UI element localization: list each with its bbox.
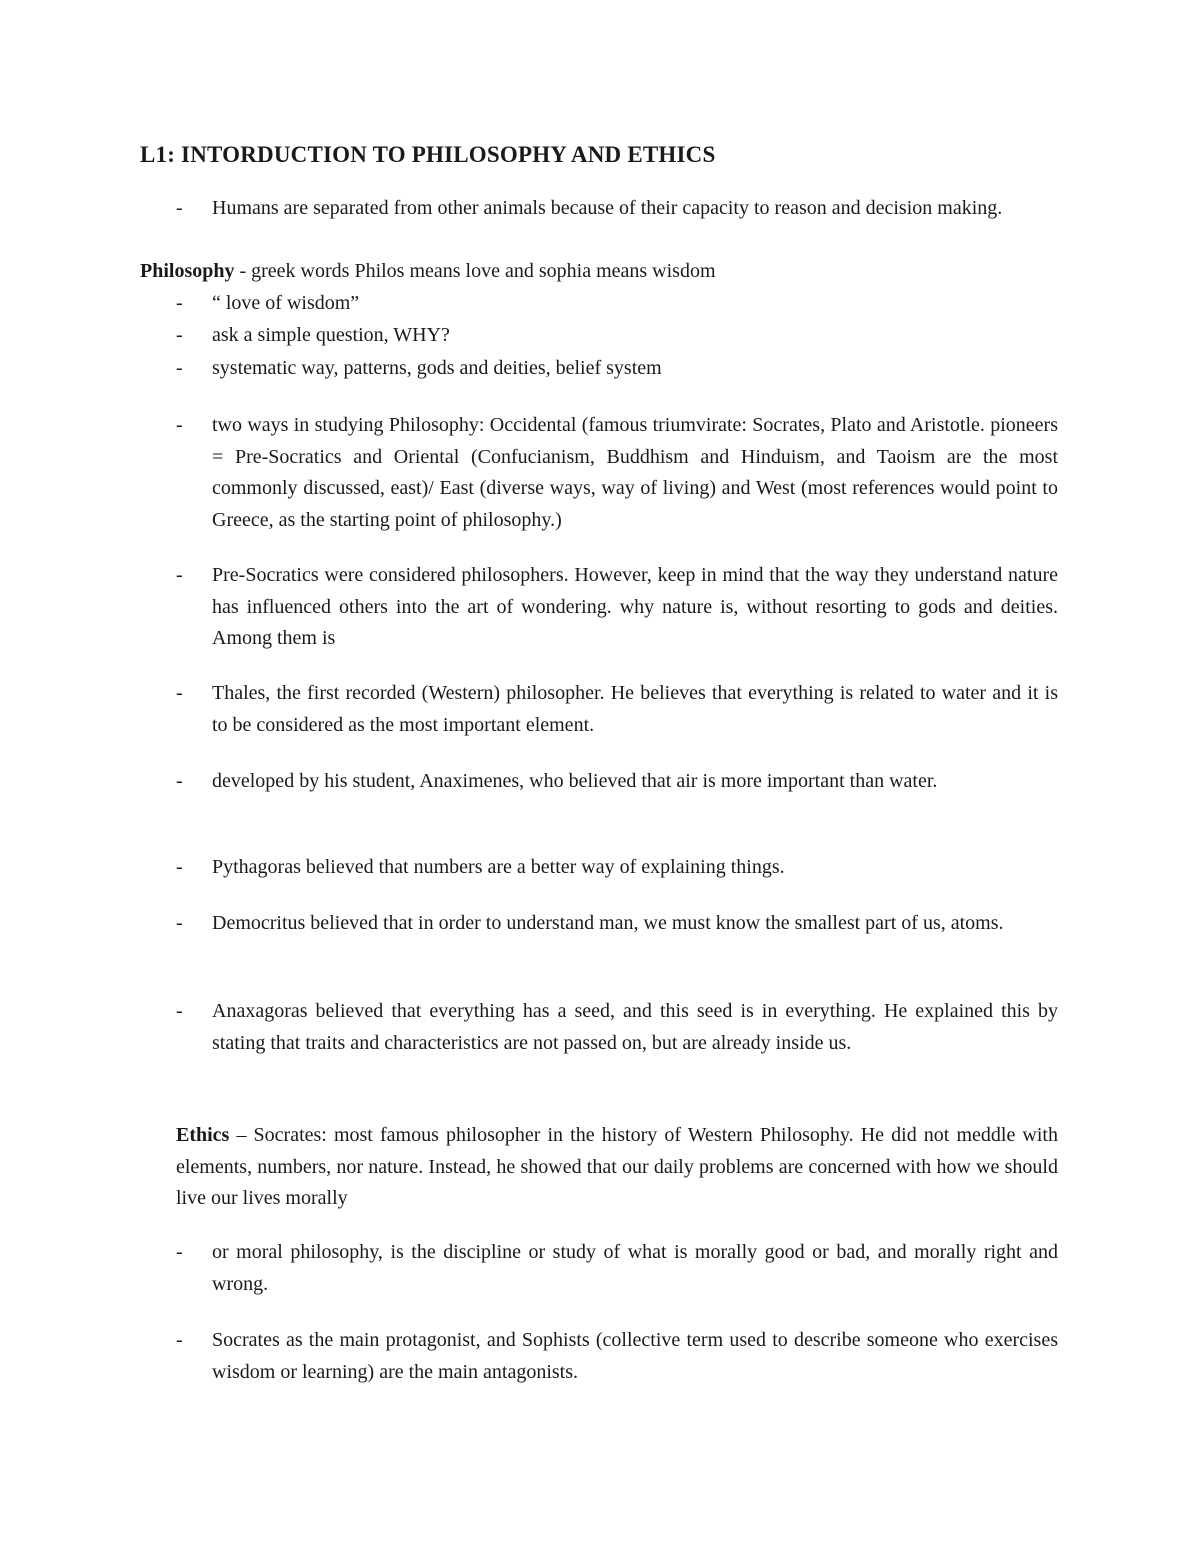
list-item (176, 320, 1058, 352)
list-item-text: Pythagoras believed that numbers are a better way of explaining things. (212, 856, 785, 878)
list-item-text: or moral philosophy, is the discipline or study of what is morally good or bad, and morally right and wrong. (212, 1241, 1058, 1295)
bullet-dash: - (176, 197, 183, 219)
bullet-dash: - (176, 1329, 183, 1351)
list-item-text: Anaxagoras believed that everything has a seed, and this seed is in everything. He explained this by stating that traits and characteristics are not passed on, but are already inside us. (212, 1000, 1058, 1054)
list-item (176, 353, 1058, 385)
list-item-text: Humans are separated from other animals because of their capacity to reason and decision making. (212, 197, 1003, 219)
list-item (176, 852, 1058, 884)
list-item-text: developed by his student, Anaximenes, who believed that air is more important than water. (212, 770, 938, 792)
bullet-dash: - (176, 414, 183, 436)
list-item (176, 193, 1058, 225)
list-item-text: Socrates as the main protagonist, and Sophists (collective term used to describe someone who exercises wisdom or learning) are the main antagonists. (212, 1329, 1058, 1383)
bullet-dash: - (176, 912, 183, 934)
bullet-dash: - (176, 770, 183, 792)
bullet-dash: - (176, 357, 183, 379)
philosophy-definition (140, 256, 1060, 288)
list-item (176, 1237, 1058, 1300)
philosophy-term: Philosophy (140, 260, 235, 282)
list-item-text: Pre-Socratics were considered philosophers. However, keep in mind that the way they understand nature has influenced others into the art of wondering. why nature is, without resorting to gods and deities. Among them is (212, 564, 1058, 649)
list-item-text: “ love of wisdom” (212, 292, 360, 314)
bullet-dash: - (176, 682, 183, 704)
philosophy-definition-text: - greek words Philos means love and sophia means wisdom (234, 260, 716, 282)
bullet-dash: - (176, 856, 183, 878)
list-item (176, 288, 1058, 320)
ethics-definition (176, 1120, 1058, 1215)
list-item (176, 560, 1058, 655)
list-item (176, 410, 1058, 536)
list-item (176, 996, 1058, 1059)
list-item (176, 1325, 1058, 1388)
list-item (176, 678, 1058, 741)
list-item-text: systematic way, patterns, gods and deities, belief system (212, 357, 662, 379)
ethics-term: Ethics (176, 1124, 230, 1146)
bullet-dash: - (176, 1241, 183, 1263)
list-item (176, 766, 1058, 798)
list-item-text: Thales, the first recorded (Western) philosopher. He believes that everything is related to water and it is to be considered as the most important element. (212, 682, 1058, 736)
list-item-text: ask a simple question, WHY? (212, 324, 450, 346)
bullet-dash: - (176, 292, 183, 314)
page-title: L1: INTORDUCTION TO PHILOSOPHY AND ETHICS (140, 142, 716, 167)
list-item-text: Democritus believed that in order to understand man, we must know the smallest part of us, atoms. (212, 912, 1004, 934)
bullet-dash: - (176, 324, 183, 346)
bullet-dash: - (176, 1000, 183, 1022)
list-item (176, 908, 1058, 940)
list-item-text: two ways in studying Philosophy: Occidental (famous triumvirate: Socrates, Plato and Aristotle. pioneers = Pre-Socratics and Oriental (Confucianism, Buddhism and Hinduism, and Taoism are the most commonly discussed, east)/ East (diverse ways, way of living) and West (most references would point to Greece, as the starting point of philosophy.) (212, 414, 1058, 531)
bullet-dash: - (176, 564, 183, 586)
ethics-definition-text: – Socrates: most famous philosopher in the history of Western Philosophy. He did not meddle with elements, numbers, nor nature. Instead, he showed that our daily problems are concerned with how we should live our lives morally (176, 1124, 1058, 1209)
